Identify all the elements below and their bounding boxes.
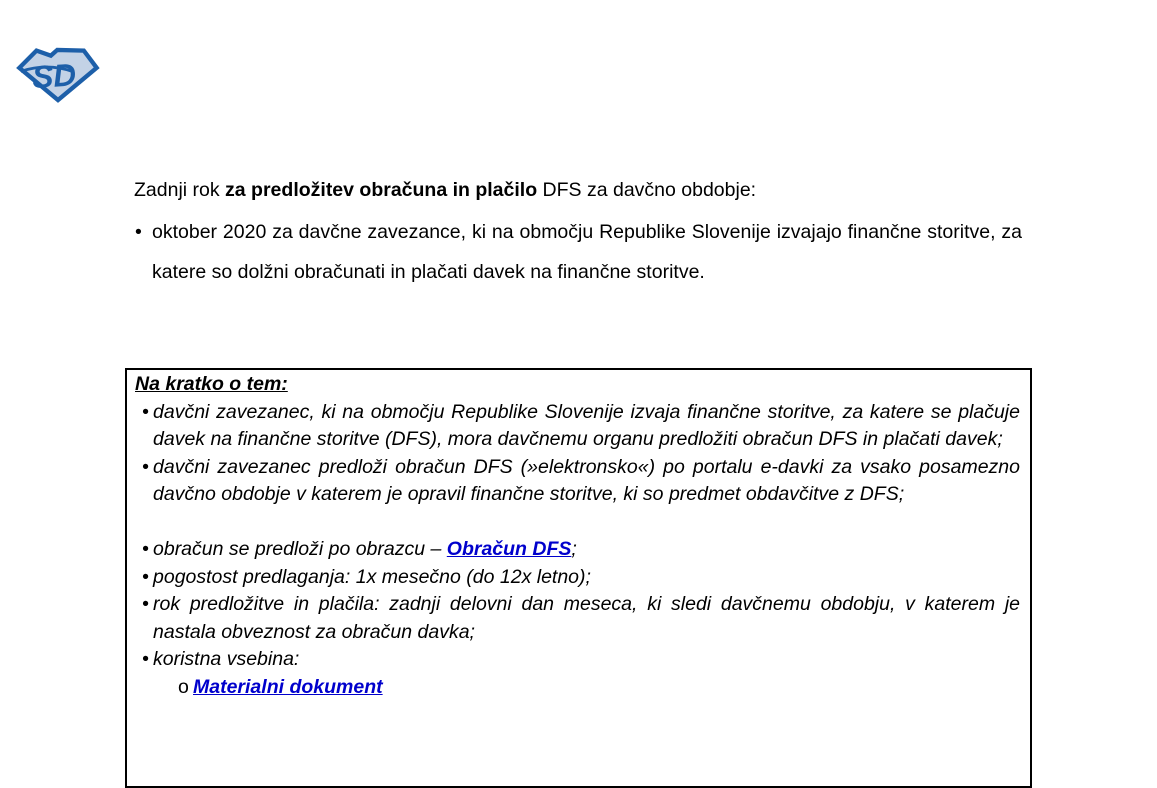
intro-heading-bold: za predložitev obračuna in plačilo	[225, 179, 538, 201]
info-box-title: Na kratko o tem:	[135, 373, 288, 395]
intro-heading-regular-2: DFS za davčno obdobje:	[537, 179, 757, 201]
materialni-dokument-link[interactable]: Materialni dokument	[193, 675, 383, 698]
sd-shield-logo-svg	[15, 47, 101, 103]
box-bullet-5: • rok predložitve in plačila: zadnji delovni dan meseca, ki sledi davčnemu obdobju, v katerem je nastala obveznost za obračun davka;	[135, 591, 1020, 646]
box-spacer	[135, 509, 1020, 537]
box-bullet-6: • koristna vsebina:	[135, 646, 1020, 674]
box-bullet-1: • davčni zavezanec, ki na območju Republike Slovenije izvaja finančne storitve, za katere se plačuje davek na finančne storitve (DFS), mora davčnemu organu predložiti obračun DFS in plačati davek;	[135, 399, 1020, 454]
intro-heading	[134, 177, 1022, 203]
box-bullet-3	[135, 536, 1020, 564]
box-bullet-2: • davčni zavezanec predloži obračun DFS (»elektronsko«) po portalu e-davki za vsako posamezno davčno obdobje v katerem je opravil finančne storitve, ki so predmet obdavčitve z DFS;	[135, 454, 1020, 509]
intro-section	[134, 177, 1022, 292]
intro-bullet-list	[134, 212, 1022, 292]
intro-bullet-item: • oktober 2020 za davčne zavezance, ki na območju Republike Slovenije izvajajo finančne storitve, za katere so dolžni obračunati in plačati davek na finančne storitve.	[134, 212, 1022, 292]
box-bullet-3-text: obračun se predloži po obrazcu –	[153, 538, 447, 560]
obracun-dfs-link[interactable]: Obračun DFS	[446, 538, 572, 560]
box-sub-bullet	[135, 674, 1020, 702]
box-bullet-4: • pogostost predlaganja: 1x mesečno (do 12x letno);	[135, 564, 1020, 592]
info-box-title-row	[135, 371, 1020, 399]
sd-shield-logo-icon	[15, 47, 101, 103]
intro-heading-regular-1: Zadnji rok	[134, 179, 226, 201]
logo-letters: SD	[30, 56, 78, 96]
box-bullet-3-suffix: ;	[571, 538, 577, 560]
info-box	[125, 368, 1032, 788]
